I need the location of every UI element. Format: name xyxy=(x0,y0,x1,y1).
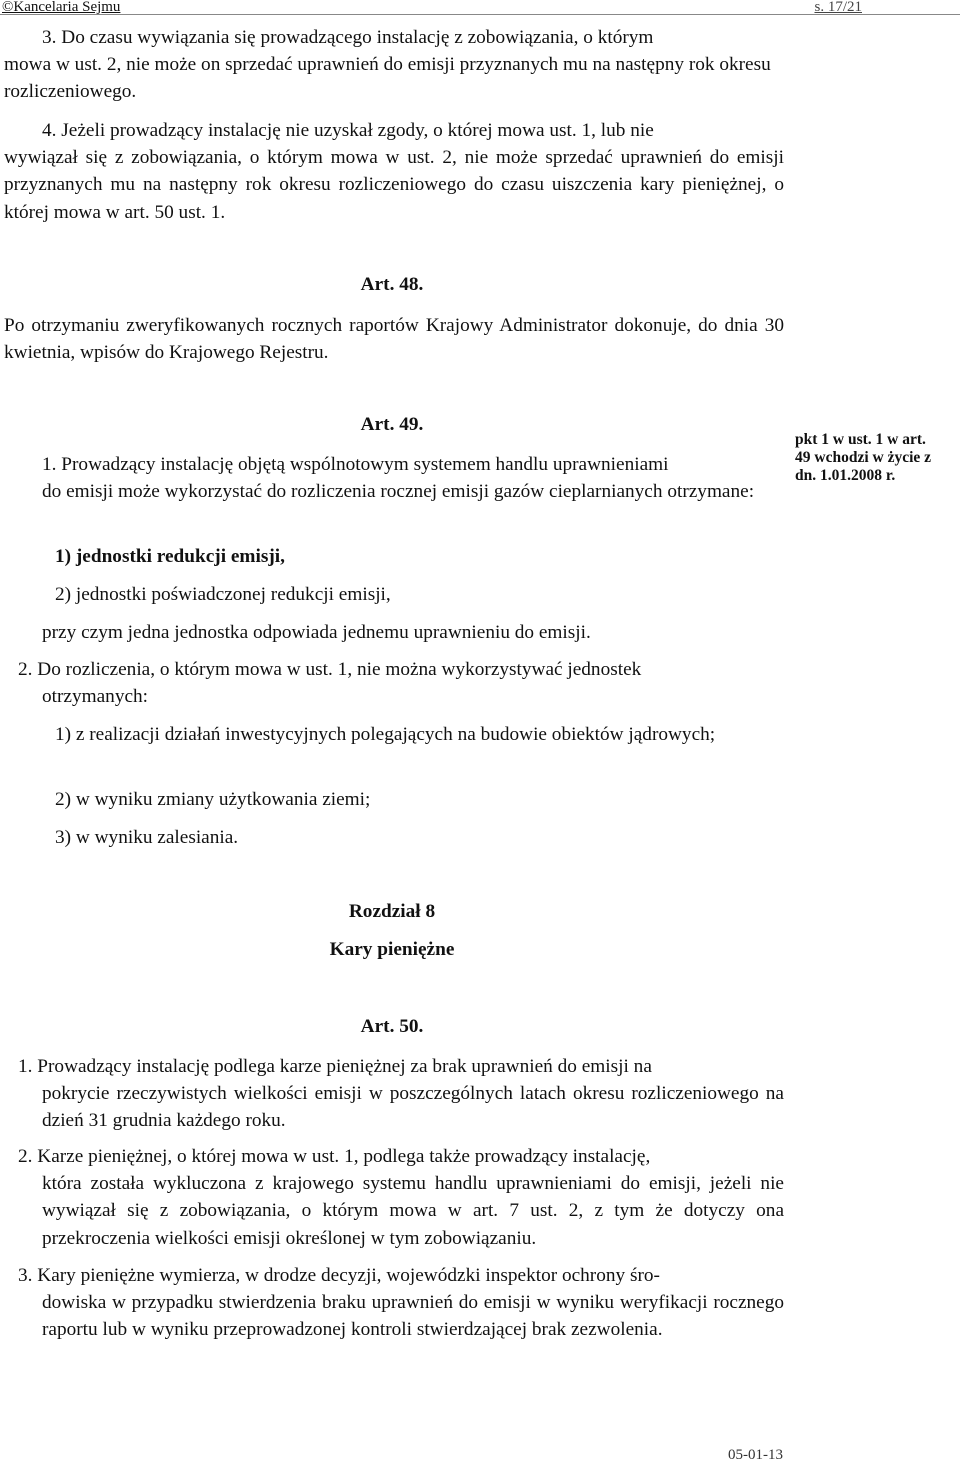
article-49-para-2-item-3: 3) w wyniku zalesiania. xyxy=(55,827,239,848)
side-note-line-2: 49 wchodzi w życie z xyxy=(795,449,932,466)
article-50-para-2-first-line: 2. Karze pieniężnej, o której mowa w ust. 1, podlega także prowadzący instalację, xyxy=(18,1146,651,1167)
article-50-para-3-first-line: 3. Kary pieniężne wymierza, w drodze decyzji, wojewódzki inspektor ochrony śro- xyxy=(18,1265,660,1286)
header-source: ©Kancelaria Sejmu xyxy=(2,0,121,15)
header-page-number: s. 17/21 xyxy=(814,0,862,15)
article-49-para-2-item-1: 1) z realizacji działań inwestycyjnych polegających na budowie obiektów jądrowych; xyxy=(55,724,716,745)
article-50-para-1-first-line: 1. Prowadzący instalację podlega karze pieniężnej za brak uprawnień do emisji na xyxy=(18,1056,652,1077)
para-4-continuation: wywiązał się z zobowiązania, o którym mowa w ust. 2, nie może sprzedać uprawnień do emisji przyznanych mu na następny rok okresu rozliczeniowego do czasu uiszczenia kary pieniężnej, o której mowa w art. 50 ust. 1. xyxy=(4,147,784,223)
article-49-para-1-first-line: 1. Prowadzący instalację objętą wspólnotowym systemem handlu uprawnieniami xyxy=(42,454,669,475)
article-49-item-2: 2) jednostki poświadczonej redukcji emisji, xyxy=(55,584,391,605)
footer-date: 05-01-13 xyxy=(728,1447,783,1463)
article-49-para-1-continuation: do emisji może wykorzystać do rozliczenia rocznej emisji gazów cieplarnianych otrzymane: xyxy=(42,481,755,502)
article-49-para-2-item-2: 2) w wyniku zmiany użytkowania ziemi; xyxy=(55,789,371,810)
article-48-text: Po otrzymaniu zweryfikowanych rocznych raportów Krajowy Administrator dokonuje, do dnia 30 kwietnia, wpisów do Krajowego Rejestru. xyxy=(4,315,784,364)
article-49-closing: przy czym jedna jednostka odpowiada jednemu uprawnieniu do emisji. xyxy=(42,622,591,643)
side-note-line-1: pkt 1 w ust. 1 w art. xyxy=(795,431,926,448)
header-rule xyxy=(0,14,960,15)
para-4-first-line: 4. Jeżeli prowadzący instalację nie uzyskał zgody, o której mowa ust. 1, lub nie xyxy=(42,120,654,141)
article-50-title: Art. 50. xyxy=(360,1016,424,1037)
article-50-para-3-continuation: dowiska w przypadku stwierdzenia braku uprawnień do emisji w wyniku weryfikacji rocznego raportu lub w wyniku przeprowadzonej kontroli stwierdzającej brak zezwolenia. xyxy=(42,1292,784,1341)
article-50-para-2-continuation: która została wykluczona z krajowego systemu handlu uprawnieniami do emisji, jeżeli nie wywiązał się z zobowiązania, o którym mowa w art. 7 ust. 2, z tym że dotyczy ona przekroczenia wielkości emisji określonej w tym zobowiązaniu. xyxy=(42,1173,784,1249)
article-49-para-2-continuation: otrzymanych: xyxy=(42,686,149,707)
article-48-title: Art. 48. xyxy=(360,274,424,295)
article-49-para-2-first-line: 2. Do rozliczenia, o którym mowa w ust. 1, nie można wykorzystywać jednostek xyxy=(18,659,642,680)
side-note xyxy=(795,431,960,485)
article-49-title: Art. 49. xyxy=(360,414,424,435)
chapter-number: Rozdział 8 xyxy=(348,901,436,922)
para-3-continuation: mowa w ust. 2, nie może on sprzedać uprawnień do emisji przyznanych mu na następny rok okresu rozliczeniowego. xyxy=(4,54,771,103)
article-50-para-1-continuation: pokrycie rzeczywistych wielkości emisji w poszczególnych latach okresu rozliczeniowego na dzień 31 grudnia każdego roku. xyxy=(42,1083,784,1132)
side-note-line-3: dn. 1.01.2008 r. xyxy=(795,467,896,484)
page-header xyxy=(0,0,960,14)
para-3-first-line: 3. Do czasu wywiązania się prowadzącego instalację z zobowiązania, o którym xyxy=(42,27,654,48)
article-49-item-1: 1) jednostki redukcji emisji, xyxy=(55,546,285,567)
chapter-title: Kary pieniężne xyxy=(329,939,455,960)
